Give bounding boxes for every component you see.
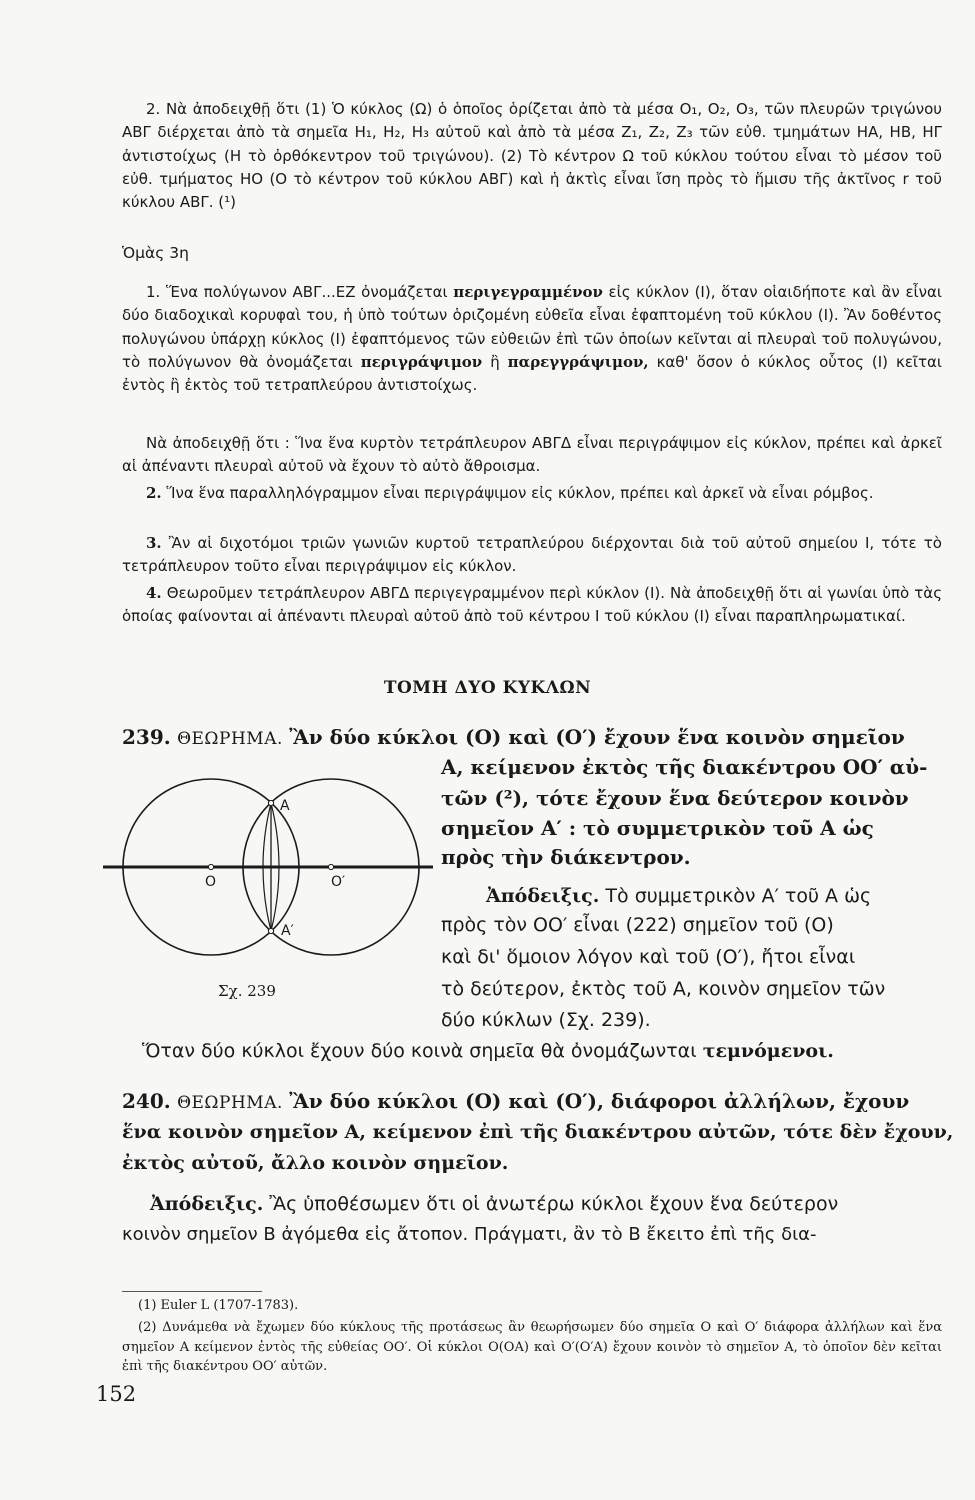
- proof-240-line1: [150, 1190, 945, 1219]
- group-item-4: [122, 582, 942, 629]
- theorem-239-label: ΘΕΩΡΗΜΑ.: [177, 729, 283, 749]
- theorem-240-line2: [122, 1117, 962, 1147]
- label-o-prime: Ο′: [331, 874, 346, 890]
- theorem-240-line1: [122, 1086, 962, 1118]
- item1-text-d: καθ' ὅσον ὁ κύκλος οὗτος (Ι) κεῖται ἐντὸς ἢ ἐκτὸς τοῦ τετραπλεύρου ἀντιστοίχως.: [122, 352, 942, 395]
- theorem-240-label: ΘΕΩΡΗΜΑ.: [177, 1093, 283, 1113]
- proof-240-label: Ἀπόδειξις.: [150, 1193, 264, 1215]
- group-heading: Ὁμὰς 3η: [122, 244, 189, 262]
- group-item-3: [122, 532, 942, 579]
- point-a: [268, 800, 273, 805]
- section-title: ΤΟΜΗ ΔΥΟ ΚΥΚΛΩΝ: [383, 678, 592, 698]
- theorem-239-statement-5: πρὸς τὴν διάκεντρον.: [441, 845, 691, 869]
- group-item-2: [122, 482, 942, 505]
- item1-term-circumscribable: περιγράψιμον: [360, 352, 483, 371]
- theorem-239-line2: [441, 752, 941, 782]
- item4-number: 4.: [146, 584, 162, 602]
- proof-239-text-3: καὶ δι' ὅμοιον λόγον καὶ τοῦ (Ο′), ἤτοι εἶναι: [441, 946, 856, 968]
- theorem-240-statement-3: ἐκτὸς αὐτοῦ, ἄλλο κοινὸν σημεῖον.: [122, 1152, 509, 1174]
- theorem-239-statement-1: Ἂν δύο κύκλοι (Ο) καὶ (Ο′) ἔχουν ἕνα κοινὸν σημεῖον: [289, 725, 905, 749]
- point-o: [208, 864, 213, 869]
- proof-240-line2: [122, 1220, 952, 1249]
- page-number: 152: [96, 1382, 137, 1406]
- figure-239-caption: Σχ. 239: [218, 982, 276, 1000]
- proof-239-line4: [441, 975, 941, 1004]
- exercise-2-text: 2. Νὰ ἀποδειχθῇ ὅτι (1) Ὁ κύκλος (Ω) ὁ ὁποῖος ὁρίζεται ἀπὸ τὰ μέσα O₁, O₂, O₃, τῶν πλευρῶν τριγώνου ΑΒΓ διέρχεται ἀπὸ τὰ σημεῖα Η₁, Η₂, Η₃ αὐτοῦ καὶ ἀπὸ τὰ μέσα Z₁, Z₂, Z₃ τῶν εὐθ. τμημάτων ΗΑ, ΗΒ, ΗΓ ἀντιστοίχως (Η τὸ ὀρθόκεντρον τοῦ τριγώνου). (2) Τὸ κέντρον Ω τοῦ κύκλου τούτου εἶναι τὸ μέσον τοῦ εὐθ. τμήματος ΗΟ (Ο τὸ κέντρον τοῦ κύκλου ΑΒΓ) καὶ ἡ ἀκτὶς εἶναι ἴση πρὸς τὸ ἥμισυ τῆς ἀκτῖνος r τοῦ κύκλου ΑΒΓ. (¹): [122, 100, 942, 212]
- definition-text: Ὅταν δύο κύκλοι ἔχουν δύο κοινὰ σημεῖα θὰ ὀνομάζωνται: [142, 1040, 697, 1062]
- group-item-1-claim: [122, 432, 942, 479]
- proof-240-text-2: κοινὸν σημεῖον Β ἀγόμεθα εἰς ἄτοπον. Πράγματι, ἂν τὸ Β ἔκειτο ἐπὶ τῆς δια-: [122, 1224, 817, 1245]
- proof-239-line1: [486, 882, 946, 911]
- item1-text-a: 1. Ἕνα πολύγωνον ΑΒΓ...ΕΖ ὀνομάζεται: [146, 283, 448, 301]
- item1-text-b: εἰς κύκλον (Ι), ὅταν οἱαιδήποτε καὶ ἂν εἶναι δύο διαδοχικαὶ κορυφαὶ του, ἡ ὑπὸ τούτων ὁριζομένη εὐθεῖα εἶναι ἐφαπτομένη τοῦ κύκλου (Ι). Ἂν δοθέντος πολυγώνου ὑπάρχῃ κύκλος (Ι) ἐφαπτόμενος τῶν εὐθειῶν ἐπὶ τῶν ὁποίων κεῖνται αἱ πλευραὶ τοῦ πολυγώνου, τὸ πολύγωνον θὰ ὀνομάζεται: [122, 283, 942, 371]
- theorem-239-statement-4: σημεῖον Α′ : τὸ συμμετρικὸν τοῦ Α ὡς: [441, 816, 874, 840]
- point-a-prime: [268, 928, 273, 933]
- figure-239: [95, 775, 440, 975]
- theorem-239-line1: [122, 722, 962, 754]
- theorem-239-number: 239.: [122, 725, 171, 749]
- theorem-239-line5: [441, 842, 941, 872]
- theorem-239-line4: [441, 813, 941, 843]
- item2-text: Ἵνα ἕνα παραλληλόγραμμον εἶναι περιγράψιμον εἰς κύκλον, πρέπει καὶ ἀρκεῖ νὰ εἶναι ρόμβος.: [166, 484, 874, 502]
- proof-240-text-1: Ἂς ὑποθέσωμεν ὅτι οἱ ἀνωτέρω κύκλοι ἔχουν ἕνα δεύτερον: [269, 1193, 839, 1215]
- theorem-240-statement-2: ἕνα κοινὸν σημεῖον Α, κείμενον ἐπὶ τῆς διακέντρου αὐτῶν, τότε δὲν ἔχουν,: [122, 1121, 954, 1143]
- item1-term-circumscribed: περιγεγραμμένον: [453, 283, 603, 301]
- proof-239-text-5: δύο κύκλων (Σχ. 239).: [441, 1009, 651, 1031]
- point-o-prime: [328, 864, 333, 869]
- exercise-2-paragraph: [122, 98, 942, 214]
- label-a: Α: [280, 798, 290, 814]
- group-item-1: [122, 281, 942, 397]
- footnote-rule: [122, 1291, 262, 1292]
- theorem-240-number: 240.: [122, 1089, 171, 1113]
- footnote-1: (1) Euler L (1707-1783).: [138, 1298, 299, 1313]
- definition-term: τεμνόμενοι.: [702, 1040, 834, 1062]
- proof-239-label: Ἀπόδειξις.: [486, 885, 600, 907]
- item2-number: 2.: [146, 484, 162, 502]
- theorem-240-line3: [122, 1148, 962, 1178]
- theorem-240-statement-1: Ἂν δύο κύκλοι (Ο) καὶ (Ο′), διάφοροι ἀλλήλων, ἔχουν: [289, 1089, 910, 1113]
- proof-239-line5: [441, 1006, 941, 1035]
- theorem-239-statement-3: τῶν (²), τότε ἔχουν ἕνα δεύτερον κοινὸν: [441, 786, 909, 810]
- label-o: Ο: [205, 874, 217, 890]
- item1-claim-text: Νὰ ἀποδειχθῇ ὅτι : Ἵνα ἕνα κυρτὸν τετράπλευρον ΑΒΓΔ εἶναι περιγράψιμον εἰς κύκλον, πρέπει καὶ ἀρκεῖ αἱ ἀπέναντι πλευραὶ αὐτοῦ νὰ ἔχουν τὸ αὐτὸ ἄθροισμα.: [122, 434, 942, 476]
- theorem-239-line3: [441, 783, 941, 813]
- item1-term-excircumscribable: παρεγγράψιμον,: [507, 352, 649, 371]
- footnote-2: (2) Δυνάμεθα νὰ ἔχωμεν δύο κύκλους τῆς προτάσεως ἂν θεωρήσωμεν δύο σημεῖα Ο καὶ Ο′ διάφορα ἀλλήλων καὶ ἕνα σημεῖον Α κείμενον ἐντὸς τῆς εὐθείας ΟΟ′. Οἱ κύκλοι Ο(ΟΑ) καὶ Ο′(Ο′Α) ἔχουν κοινὸν τὸ σημεῖον Α, τὸ ὁποῖον δὲν κεῖται ἐπὶ τῆς διακέντρου ΟΟ′ αὐτῶν.: [122, 1320, 942, 1374]
- theorem-239-statement-2: Α, κείμενον ἐκτὸς τῆς διακέντρου ΟΟ′ αὐ-: [441, 755, 928, 779]
- item3-text: Ἂν αἱ διχοτόμοι τριῶν γωνιῶν κυρτοῦ τετραπλεύρου διέρχονται διὰ τοῦ αὐτοῦ σημείου Ι, τότε τὸ τετράπλευρον τοῦτο εἶναι περιγράψιμον εἰς κύκλον.: [122, 534, 942, 576]
- proof-239-line3: [441, 943, 941, 972]
- proof-239-text-2: πρὸς τὸν ΟΟ′ εἶναι (222) σημεῖον τοῦ (Ο): [441, 914, 834, 936]
- proof-239-line2: [441, 911, 941, 940]
- label-a-prime: Α′: [281, 923, 294, 939]
- item3-number: 3.: [146, 534, 162, 552]
- proof-239-text-4: τὸ δεύτερον, ἐκτὸς τοῦ Α, κοινὸν σημεῖον τῶν: [441, 978, 886, 1000]
- item4-text: Θεωροῦμεν τετράπλευρον ΑΒΓΔ περιγεγραμμένον περὶ κύκλον (Ι). Νὰ ἀποδειχθῇ ὅτι αἱ γωνίαι ὑπὸ τὰς ὁποίας φαίνονται αἱ ἀπέναντι πλευραὶ αὐτοῦ ἀπὸ τοῦ κέντρου Ι τοῦ κύκλου (Ι) εἶναι παραπληρωματικαί.: [122, 584, 942, 626]
- proof-239-text-1: Τὸ συμμετρικὸν Α′ τοῦ Α ὡς: [605, 885, 872, 907]
- item1-text-c: ἢ: [490, 352, 500, 371]
- definition-intersecting: [142, 1037, 952, 1066]
